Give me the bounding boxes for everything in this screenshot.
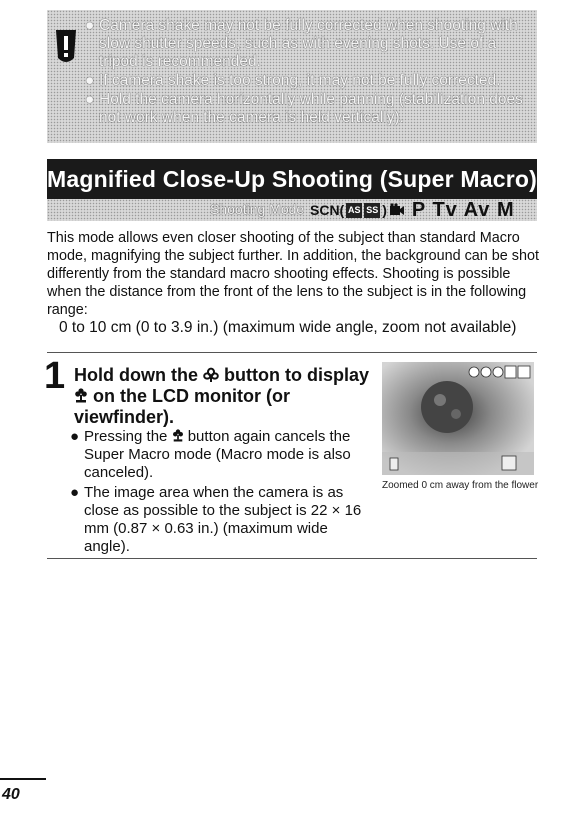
super-macro-icon xyxy=(74,387,88,404)
intro-paragraph: This mode allows even closer shooting of the subject than standard Macro mode, magnifying the subject further. In addition, the background can be shot differently from the standard macro shooting effects. Shooting is possible when the distance from the front of the lens to the subject is in the following range: xyxy=(47,230,539,318)
movie-icon xyxy=(389,203,405,217)
bullet-icon: ● xyxy=(85,17,95,34)
caution-item: ● Camera shake may not be fully corrected when shooting with slow shutter speeds, such as with evening shots. Use of a tripod is recommended. xyxy=(85,17,518,70)
caution-item: ● If camera shake is too strong, it may not be fully corrected. xyxy=(85,72,501,89)
caution-icon xyxy=(53,28,79,68)
mode-letters: P Tv Av M xyxy=(411,198,515,221)
flower-photo-image xyxy=(382,362,534,475)
page-number-rule xyxy=(0,778,46,780)
step-bullets xyxy=(70,428,370,558)
section-divider-bottom xyxy=(47,558,537,559)
caution-list xyxy=(85,17,531,128)
caution-box xyxy=(47,10,537,143)
scene-mode-chip-1: AS xyxy=(346,203,362,218)
bullet-icon: ● xyxy=(85,72,95,89)
page-number: 40 xyxy=(2,786,20,803)
bullet-icon: ● xyxy=(70,484,80,501)
shooting-mode-row xyxy=(47,199,537,221)
scene-mode-chip-2: SS xyxy=(364,203,380,218)
step-heading: Hold down the button to display on the LCD monitor (or viewfinder). xyxy=(74,365,369,427)
photo-caption: Zoomed 0 cm away from the flower xyxy=(382,480,539,491)
step-bullet: ● Pressing the button again cancels the Super Macro mode (Macro mode is also canceled). xyxy=(70,428,351,481)
bullet-icon: ● xyxy=(85,91,95,108)
section-title: Magnified Close-Up Shooting (Super Macro) xyxy=(47,159,537,199)
step-bullet: ● The image area when the camera is as close as possible to the subject is 22 × 16 mm (0.87 × 0.63 in.) (maximum wide angle). xyxy=(70,484,362,555)
lcd-example-photo xyxy=(382,362,534,475)
bullet-icon: ● xyxy=(70,428,80,445)
section-divider-top xyxy=(47,352,537,353)
shooting-mode-label: Shooting Mode xyxy=(210,201,305,217)
super-macro-icon xyxy=(172,428,184,443)
intro-text xyxy=(47,229,539,337)
scn-mode-label: SCN( xyxy=(310,202,345,218)
step-number: 1 xyxy=(44,355,66,397)
macro-button-icon xyxy=(203,367,219,383)
scn-close-paren: ) xyxy=(382,202,387,218)
shooting-mode-icons xyxy=(310,199,515,221)
caution-item: ● Hold the camera horizontally while panning (stabilization does not work when the camera is held vertically). xyxy=(85,91,523,126)
intro-range: 0 to 10 cm (0 to 3.9 in.) (maximum wide angle, zoom not available) xyxy=(59,319,517,336)
